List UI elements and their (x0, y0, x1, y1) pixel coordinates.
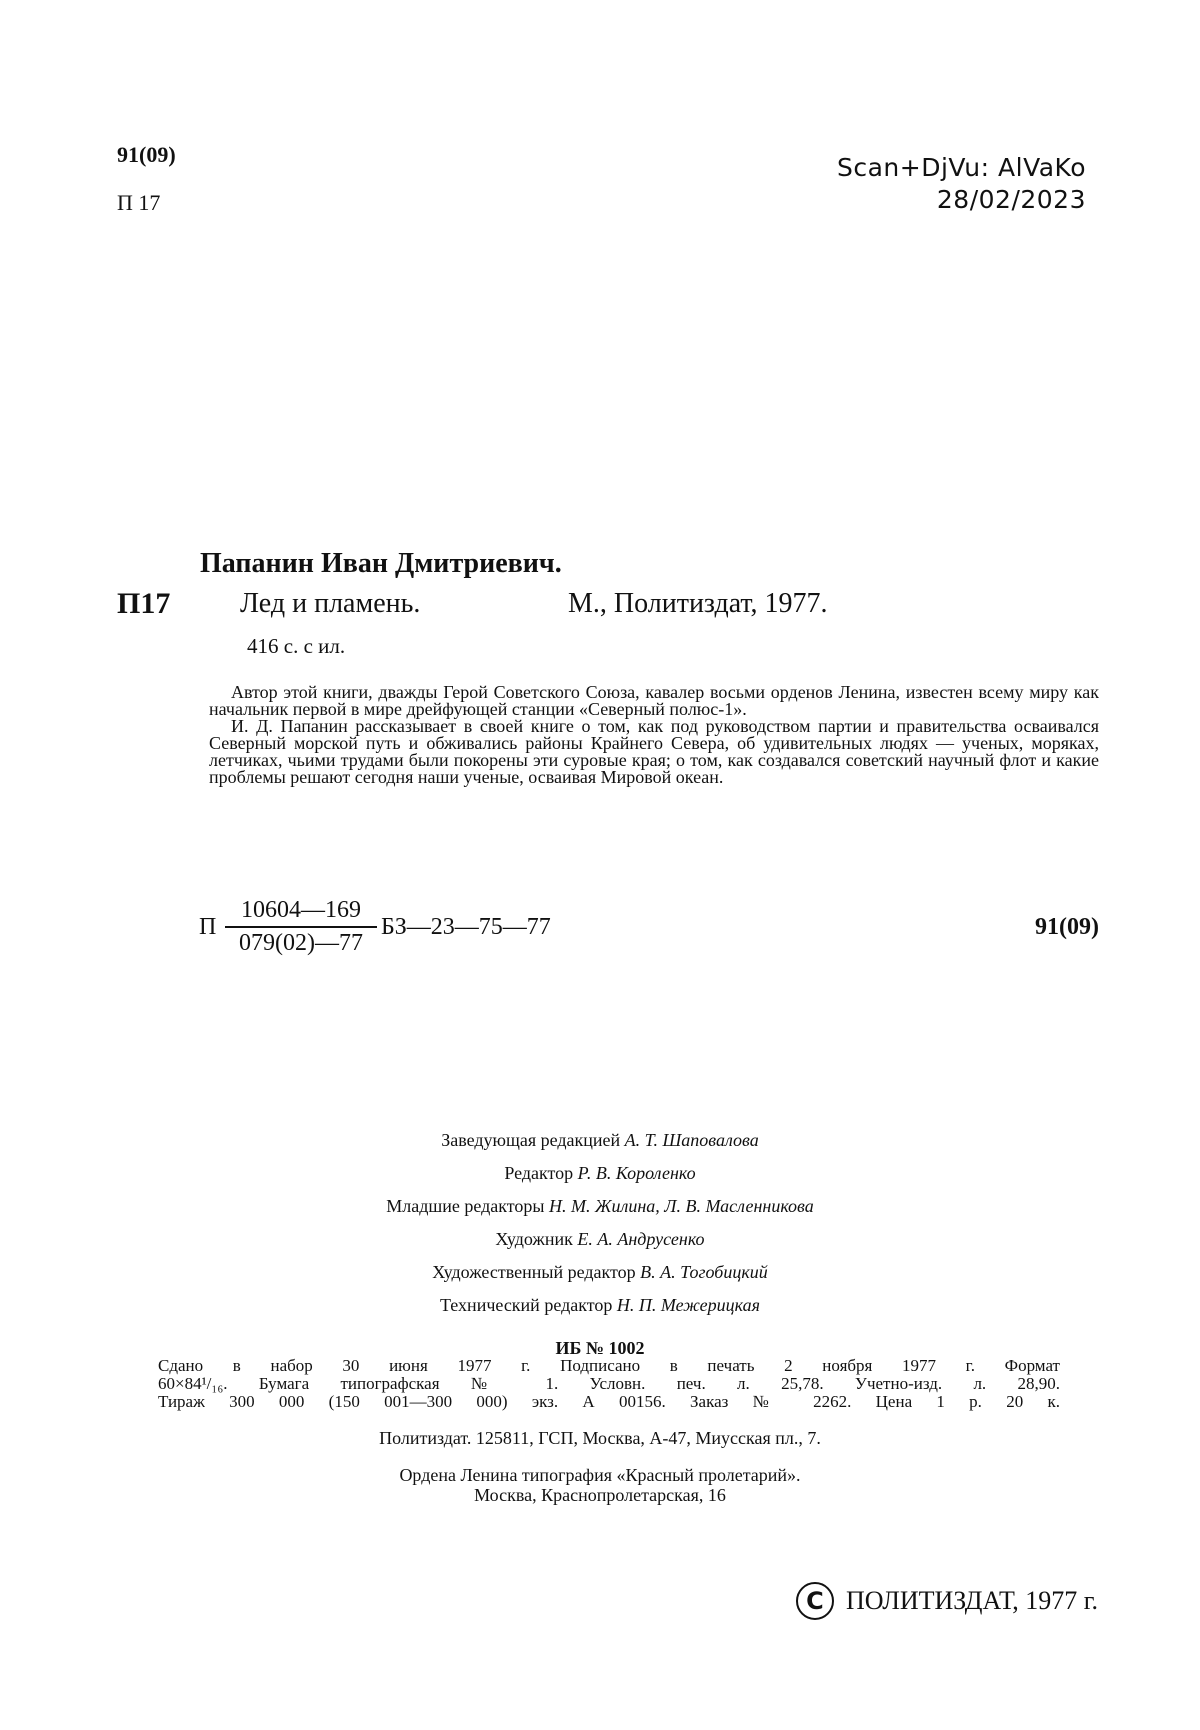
publisher-info: М., Политиздат, 1977. (568, 588, 828, 619)
staff-role: Младшие редакторы (386, 1196, 545, 1216)
scan-credit: Scan+DjVu: AlVaKo (836, 153, 1086, 182)
index-code-prefix: П (199, 914, 217, 940)
scan-date: 28/02/2023 (936, 185, 1086, 214)
staff-name: Н. М. Жилина, Л. В. Масленникова (549, 1196, 814, 1216)
copyright-icon: C (796, 1582, 834, 1620)
print-details-line: Тираж 300 000 (150 001—300 000) экз. А 00156. Заказ № 2262. Цена 1 р. 20 к. (158, 1392, 1060, 1411)
staff-row (0, 1229, 1200, 1250)
staff-row (0, 1130, 1200, 1151)
staff-role: Редактор (504, 1163, 574, 1183)
scan-credit-block (837, 152, 1086, 216)
printer-name: Ордена Ленина типография «Красный пролетарий». (399, 1465, 801, 1485)
staff-role: Художественный редактор (432, 1262, 636, 1282)
print-details-line: Сдано в набор 30 июня 1977 г. Подписано в печать 2 ноября 1977 г. Формат (158, 1356, 1060, 1375)
catalog-code: П 17 (117, 190, 161, 215)
index-code-denominator: 079(02)—77 (239, 930, 363, 956)
page-count: 416 с. с ил. (247, 634, 346, 658)
index-code-suffix: БЗ—23—75—77 (381, 914, 551, 940)
index-code-numerator: 10604—169 (225, 897, 377, 928)
index-code-fraction (225, 897, 377, 957)
annotation-paragraph: И. Д. Папанин рассказывает в своей книге о том, как под руководством партии и правительства осваивался Северный морской путь и обживались районы Крайнего Севера, об удивительных людях — ученых, моряках, летчиках, чьими трудами были покорены эти суровые края; о том, как создавался советский научный флот и какие проблемы решают сегодня наши ученые, осваивая Мировой океан. (209, 716, 1099, 787)
book-title: Лед и пламень. (240, 588, 421, 619)
annotation-paragraph: Автор этой книги, дважды Герой Советского Союза, кавалер восьми орденов Ленина, известен всему миру как начальник первой в мире дрейфующей станции «Северный полюс-1». (209, 682, 1099, 719)
staff-name: Е. А. Андрусенко (577, 1229, 705, 1249)
index-code-row (199, 897, 1099, 957)
staff-role: Художник (495, 1229, 573, 1249)
classification-code-right: 91(09) (1035, 914, 1099, 940)
print-details (158, 1357, 1060, 1411)
author-name: Папанин Иван Дмитриевич. (200, 548, 562, 579)
copyright-text: ПОЛИТИЗДАТ, 1977 г. (845, 1586, 1098, 1615)
classification-code: 91(09) (117, 142, 176, 167)
staff-name: Н. П. Межерицкая (616, 1295, 760, 1315)
publisher-address: Политиздат. 125811, ГСП, Москва, А-47, Миусская пл., 7. (379, 1428, 821, 1448)
staff-row (0, 1196, 1200, 1217)
staff-name: Р. В. Короленко (577, 1163, 696, 1183)
annotation (209, 684, 1099, 786)
catalog-code-main: П17 (117, 587, 171, 620)
staff-row (0, 1295, 1200, 1316)
ib-number: ИБ № 1002 (555, 1338, 645, 1358)
printer-address: Москва, Краснопролетарская, 16 (474, 1485, 726, 1505)
staff-row (0, 1163, 1200, 1184)
staff-name: В. А. Тогобицкий (640, 1262, 768, 1282)
staff-name: А. Т. Шаповалова (624, 1130, 759, 1150)
staff-row (0, 1262, 1200, 1283)
staff-role: Технический редактор (440, 1295, 613, 1315)
print-details-line: 60×84¹/₁₆. Бумага типографская № 1. Условн. печ. л. 25,78. Учетно-изд. л. 28,90. (158, 1374, 1060, 1393)
staff-role: Заведующая редакцией (441, 1130, 621, 1150)
copyright-notice (796, 1582, 1098, 1620)
